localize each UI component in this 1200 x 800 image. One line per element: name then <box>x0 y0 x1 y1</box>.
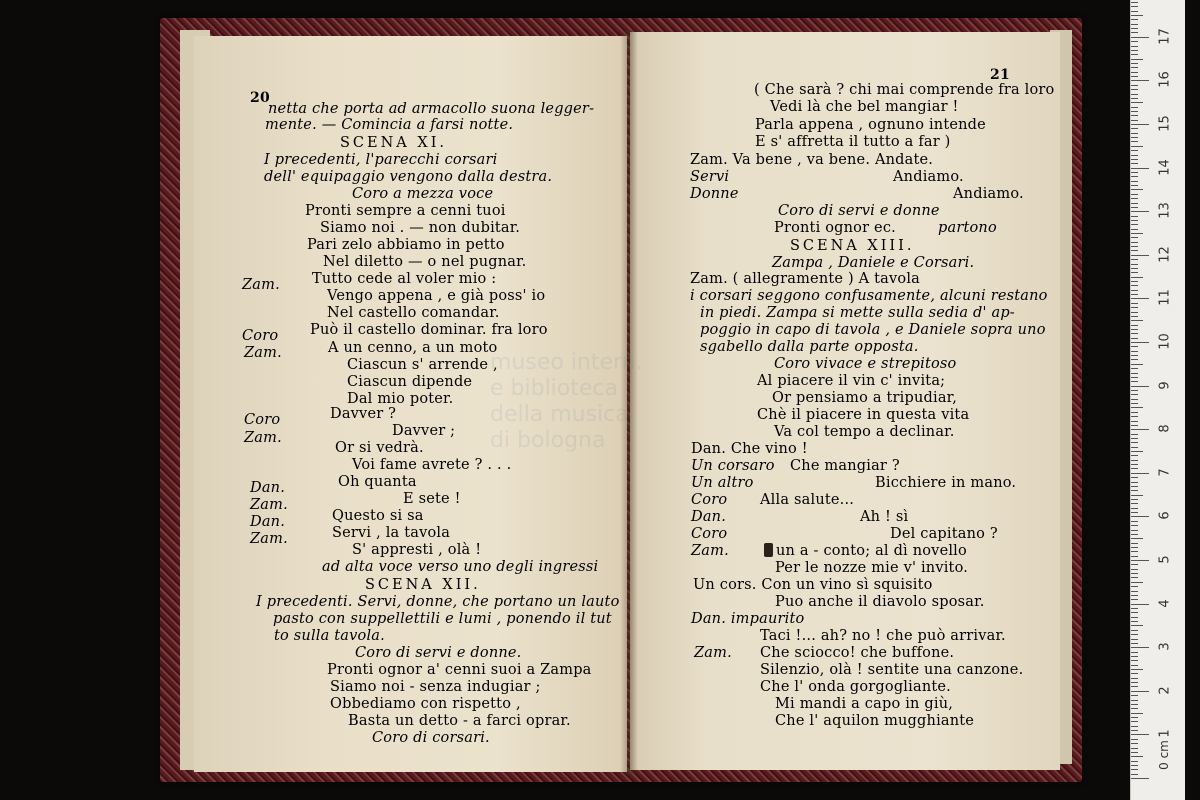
ruler-tick <box>1131 220 1138 221</box>
text-line: Coro di servi e donne <box>778 203 940 219</box>
ruler-number: 10 <box>1157 333 1173 350</box>
ruler-tick <box>1131 617 1138 618</box>
ruler-tick <box>1131 185 1138 186</box>
ruler-number: 15 <box>1157 115 1173 132</box>
ruler-tick <box>1131 534 1138 535</box>
text-line: Parla appena , ognuno intende <box>755 117 986 133</box>
ruler-tick <box>1131 421 1138 422</box>
text-line: Del capitano ? <box>890 526 998 542</box>
ruler-tick <box>1131 455 1138 456</box>
ruler-tick <box>1131 133 1138 134</box>
ruler-tick <box>1131 155 1138 156</box>
stage-direction: ad alta voce verso uno degli ingressi <box>322 559 599 575</box>
ruler-tick <box>1131 547 1138 548</box>
ruler-number: 16 <box>1157 71 1173 89</box>
text-line: Zam. Va bene , va bene. Andate. <box>690 152 934 168</box>
ruler-tick <box>1131 2 1138 3</box>
text-line: Siamo noi - senza indugiar ; <box>330 679 541 695</box>
text-line: Coro vivace e strepitoso <box>774 356 957 372</box>
speaker-label: Zam. <box>244 430 282 446</box>
text-line: Alla salute... <box>760 492 855 508</box>
ruler-tick <box>1131 608 1138 609</box>
speaker-label: Dan. <box>250 480 286 496</box>
text-line: Pronti ognor ec. <box>774 220 896 236</box>
speaker-label: Servi <box>690 169 730 185</box>
ruler-tick <box>1131 72 1138 73</box>
text-line: Ciascun s' arrende , <box>347 357 498 373</box>
text-line: Un cors. Con un vino sì squisito <box>693 577 933 593</box>
ruler-tick <box>1131 141 1138 142</box>
speaker-label: Zam. <box>244 345 282 361</box>
ruler-number: 8 <box>1157 424 1173 433</box>
ruler-tick <box>1131 246 1138 247</box>
ruler-tick <box>1131 739 1138 740</box>
ruler-tick <box>1131 765 1138 766</box>
ruler-tick <box>1131 298 1149 299</box>
ruler-tick <box>1131 495 1143 496</box>
ruler-tick <box>1131 564 1138 565</box>
text-line: Andiamo. <box>893 169 964 185</box>
ruler-tick <box>1131 682 1138 683</box>
ruler-tick <box>1131 625 1143 626</box>
ruler-tick <box>1131 525 1138 526</box>
ruler-tick <box>1131 604 1149 605</box>
ruler-tick <box>1131 346 1138 347</box>
ruler-tick <box>1131 464 1138 465</box>
ruler-tick <box>1131 281 1138 282</box>
page-number-right: 21 <box>990 67 1010 83</box>
ruler-unit-label: 0 cm <box>1156 740 1171 770</box>
ruler-tick <box>1131 643 1138 644</box>
ruler-tick <box>1131 242 1138 243</box>
ruler-tick <box>1131 102 1143 103</box>
speaker-label: Zam. <box>250 531 288 547</box>
ruler-tick <box>1131 11 1138 12</box>
text-line: Vedi là che bel mangiar ! <box>770 99 959 115</box>
ruler-tick <box>1131 146 1143 147</box>
ruler-tick <box>1131 189 1143 190</box>
book-gutter <box>620 30 638 774</box>
ruler-tick <box>1131 120 1138 121</box>
speaker-label: Zam. <box>250 497 288 513</box>
ruler-tick <box>1131 669 1143 670</box>
ruler-tick <box>1131 573 1138 574</box>
ruler-tick <box>1131 774 1138 775</box>
ruler-tick <box>1131 264 1138 265</box>
ruler-tick <box>1131 434 1138 435</box>
text-line: Coro di corsari. <box>372 730 490 746</box>
ruler-tick <box>1131 516 1149 517</box>
text-line: Ah ! sì <box>860 509 909 525</box>
ruler-tick <box>1131 107 1138 108</box>
ruler-tick <box>1131 272 1138 273</box>
ruler-tick <box>1131 80 1149 81</box>
ruler-tick <box>1131 560 1149 561</box>
ruler-tick <box>1131 482 1138 483</box>
text-line: i corsari seggono confusamente, alcuni restano <box>690 288 1048 304</box>
scene-heading: SCENA XII. <box>365 577 481 593</box>
text-line: to sulla tavola. <box>274 628 385 644</box>
ruler-tick <box>1131 333 1138 334</box>
text-line: Al piacere il vin c' invita; <box>757 373 946 389</box>
ruler-tick <box>1131 660 1138 661</box>
ruler-tick <box>1131 63 1138 64</box>
ruler-tick <box>1131 312 1138 313</box>
ruler-tick <box>1131 499 1138 500</box>
ruler-number: 17 <box>1157 28 1173 45</box>
ruler-tick <box>1131 285 1138 286</box>
ruler-tick <box>1131 268 1138 269</box>
text-line: Andiamo. <box>953 186 1024 202</box>
ruler-tick <box>1131 708 1138 709</box>
ruler-tick <box>1131 403 1138 404</box>
ruler-tick <box>1131 412 1138 413</box>
ruler-tick <box>1131 59 1143 60</box>
speaker-label: Coro <box>691 526 728 542</box>
text-line: E sete ! <box>403 491 461 507</box>
ruler-tick <box>1131 32 1138 33</box>
ruler-number: 14 <box>1157 158 1173 176</box>
speaker-label: Zam. <box>691 543 729 559</box>
scene-heading: SCENA XI. <box>340 135 448 151</box>
ruler-tick <box>1131 76 1138 77</box>
ruler-tick <box>1131 717 1138 718</box>
ruler-tick <box>1131 290 1138 291</box>
ruler-tick <box>1131 508 1138 509</box>
ruler-tick <box>1131 211 1149 212</box>
text-line: S' appresti , olà ! <box>352 542 482 558</box>
ruler-tick <box>1131 85 1138 86</box>
speaker-label: Coro <box>242 328 279 344</box>
text-line: Pronti sempre a cenni tuoi <box>305 203 506 219</box>
ruler-number: 3 <box>1157 642 1173 651</box>
text-line: Ciascun dipende <box>347 374 473 390</box>
ruler-tick <box>1131 577 1138 578</box>
text-line: poggio in capo di tavola , e Daniele sopra uno <box>700 322 1046 338</box>
ruler-tick <box>1131 233 1143 234</box>
ruler-tick <box>1131 530 1138 531</box>
page-number-left: 20 <box>250 90 270 106</box>
ruler-tick <box>1131 752 1138 753</box>
text-line: Per le nozze mie v' invito. <box>775 560 969 576</box>
ruler-tick <box>1131 368 1138 369</box>
ruler-tick <box>1131 686 1138 687</box>
ruler-tick <box>1131 194 1138 195</box>
ruler-tick <box>1131 307 1138 308</box>
ruler-number: 7 <box>1157 468 1173 477</box>
text-line: Nel diletto — o nel pugnar. <box>323 254 527 270</box>
ruler-tick <box>1131 503 1138 504</box>
ruler-tick <box>1131 98 1138 99</box>
ruler-tick <box>1131 673 1138 674</box>
ruler-tick <box>1131 743 1138 744</box>
ruler-tick <box>1131 460 1138 461</box>
ruler-tick <box>1131 128 1138 129</box>
ruler-tick <box>1131 656 1138 657</box>
ruler-tick <box>1131 373 1138 374</box>
text-line: sgabello dalla parte opposta. <box>700 339 919 355</box>
ruler-tick <box>1131 438 1138 439</box>
ruler-tick <box>1131 390 1138 391</box>
ruler-tick <box>1131 364 1143 365</box>
ruler-number: 13 <box>1157 202 1173 219</box>
ruler-tick <box>1131 468 1138 469</box>
text-line: Obbediamo con rispetto , <box>330 696 521 712</box>
text-line: netta che porta ad armacollo suona legger- <box>268 101 595 117</box>
text-line: Silenzio, olà ! sentite una canzone. <box>760 662 1024 678</box>
text-line: Mi mandi a capo in giù, <box>775 696 954 712</box>
ruler-tick <box>1131 89 1138 90</box>
stage-direction: partono <box>938 220 997 236</box>
ruler-number: 9 <box>1157 380 1173 390</box>
ruler-tick <box>1131 591 1138 592</box>
ruler-tick <box>1131 355 1138 356</box>
speaker-label: Coro <box>691 492 728 508</box>
text-line: Può il castello dominar. fra loro <box>310 322 548 338</box>
text-line: Zam. ( allegramente ) A tavola <box>690 271 921 287</box>
ruler-tick <box>1131 634 1138 635</box>
ruler-tick <box>1131 229 1138 230</box>
ruler-tick <box>1131 447 1138 448</box>
ruler-tick <box>1131 19 1138 20</box>
ruler-tick <box>1131 37 1149 38</box>
ruler-tick <box>1131 748 1138 749</box>
ruler-tick <box>1131 569 1138 570</box>
ruler-tick <box>1131 778 1149 779</box>
ruler-tick <box>1131 41 1138 42</box>
speaker-label: Zam. <box>694 645 732 661</box>
ruler-tick <box>1131 111 1138 112</box>
ruler-tick <box>1131 665 1138 666</box>
ruler-tick <box>1131 543 1138 544</box>
ruler-tick <box>1131 6 1138 7</box>
text-line: Vengo appena , e già poss' io <box>327 288 546 304</box>
ruler-tick <box>1131 477 1138 478</box>
text-line: Nel castello comandar. <box>327 305 500 321</box>
ruler-tick <box>1131 250 1138 251</box>
ruler-tick <box>1131 652 1138 653</box>
ink-blot <box>764 543 773 557</box>
ruler-tick <box>1131 198 1138 199</box>
text-line: Chè il piacere in questa vita <box>757 407 970 423</box>
text-line: Zampa , Daniele e Corsari. <box>772 255 975 271</box>
text-line: Che l' onda gorgogliante. <box>760 679 951 695</box>
text-line: Pari zelo abbiamo in petto <box>307 237 505 253</box>
ruler-tick <box>1131 259 1138 260</box>
ruler-tick <box>1131 320 1143 321</box>
ruler-tick <box>1131 150 1138 151</box>
text-line-content: un a - conto; al dì novello <box>776 543 967 559</box>
text-line: Basta un detto - a farci oprar. <box>348 713 571 729</box>
ruler-tick <box>1131 224 1138 225</box>
ruler-tick <box>1131 639 1138 640</box>
ruler-tick <box>1131 46 1138 47</box>
ruler-tick <box>1131 713 1143 714</box>
text-line: Va col tempo a declinar. <box>774 424 955 440</box>
ruler-tick <box>1131 94 1138 95</box>
ruler-tick <box>1131 237 1138 238</box>
ruler-number: 2 <box>1157 686 1173 695</box>
ruler-tick <box>1131 316 1138 317</box>
ruler-tick <box>1131 277 1143 278</box>
ruler-tick <box>1131 351 1138 352</box>
ruler-tick <box>1131 416 1138 417</box>
ruler-tick <box>1131 473 1149 474</box>
ruler-tick <box>1131 678 1138 679</box>
ruler-tick <box>1131 621 1138 622</box>
ruler-tick <box>1131 24 1138 25</box>
ruler-tick <box>1131 429 1149 430</box>
ruler-tick <box>1131 15 1143 16</box>
text-line: Dal mio poter. <box>347 391 454 407</box>
ruler-tick <box>1131 407 1143 408</box>
measuring-ruler <box>1130 0 1185 800</box>
text-line: A un cenno, a un moto <box>328 340 498 356</box>
ruler-tick <box>1131 359 1138 360</box>
ruler-tick <box>1131 630 1138 631</box>
text-line: E s' affretta il tutto a far ) <box>755 134 951 150</box>
text-line: Puo anche il diavolo sposar. <box>775 594 985 610</box>
text-line: Davver ; <box>392 423 456 439</box>
ruler-tick <box>1131 159 1138 160</box>
ruler-tick <box>1131 769 1138 770</box>
ruler-tick <box>1131 181 1138 182</box>
ruler-tick <box>1131 67 1138 68</box>
text-line: I precedenti. Servi, donne, che portano un lauto <box>256 594 620 610</box>
ruler-tick <box>1131 451 1143 452</box>
ruler-tick <box>1131 730 1138 731</box>
ruler-tick <box>1131 486 1138 487</box>
ruler-tick <box>1131 216 1138 217</box>
ruler-tick <box>1131 163 1138 164</box>
ruler-tick <box>1131 28 1138 29</box>
ruler-tick <box>1131 399 1138 400</box>
ruler-tick <box>1131 115 1138 116</box>
ruler-number: 1 <box>1157 729 1173 739</box>
ruler-tick <box>1131 203 1138 204</box>
ruler-tick <box>1131 647 1149 648</box>
text-line: Bicchiere in mano. <box>875 475 1017 491</box>
text-line: Che l' aquilon mugghiante <box>775 713 975 729</box>
ruler-tick <box>1131 582 1143 583</box>
speaker-label: Un altro <box>691 475 754 491</box>
ruler-tick <box>1131 512 1138 513</box>
text-line: mente. — Comincia a farsi notte. <box>265 117 514 133</box>
ruler-tick <box>1131 538 1143 539</box>
text-line: pasto con suppellettili e lumi , ponendo il tut <box>273 611 612 627</box>
ruler-tick <box>1131 704 1138 705</box>
ruler-tick <box>1131 325 1138 326</box>
ruler-tick <box>1131 255 1149 256</box>
ruler-tick <box>1131 721 1138 722</box>
speaker-label: Dan. <box>691 509 727 525</box>
text-line: Servi , la tavola <box>332 525 451 541</box>
ruler-tick <box>1131 700 1138 701</box>
ruler-tick <box>1131 490 1138 491</box>
ruler-tick <box>1131 756 1143 757</box>
ruler-tick <box>1131 595 1138 596</box>
text-line: Tutto cede al voler mio : <box>312 271 497 287</box>
text-line: Or pensiamo a tripudiar, <box>772 390 958 406</box>
text-line: Dan. Che vino ! <box>691 441 808 457</box>
ruler-tick <box>1131 726 1138 727</box>
text-line: ( Che sarà ? chi mai comprende fra loro <box>754 82 1055 98</box>
ruler-tick <box>1131 50 1138 51</box>
ruler-tick <box>1131 394 1138 395</box>
text-line: Che mangiar ? <box>790 458 900 474</box>
ruler-tick <box>1131 137 1138 138</box>
ruler-tick <box>1131 599 1138 600</box>
text-line: Coro di servi e donne. <box>355 645 522 661</box>
text-line: Che sciocco! che buffone. <box>760 645 955 661</box>
text-line: Taci !... ah? no ! che può arrivar. <box>760 628 1006 644</box>
ruler-number: 6 <box>1157 511 1173 521</box>
speaker-label: Dan. <box>250 514 286 530</box>
text-line: Questo si sa <box>332 508 424 524</box>
ruler-tick <box>1131 556 1138 557</box>
ruler-number: 4 <box>1157 598 1173 608</box>
speaker-label: Un corsaro <box>691 458 775 474</box>
speaker-label: Zam. <box>242 277 280 293</box>
text-line: Or si vedrà. <box>335 440 424 456</box>
ruler-tick <box>1131 338 1138 339</box>
ruler-tick <box>1131 303 1138 304</box>
text-line: dell' equipaggio vengono dalla destra. <box>264 169 553 185</box>
ruler-tick <box>1131 551 1138 552</box>
ruler-tick <box>1131 377 1138 378</box>
ruler-tick <box>1131 168 1149 169</box>
ruler-tick <box>1131 386 1149 387</box>
speaker-label: Donne <box>690 186 739 202</box>
ruler-tick <box>1131 207 1138 208</box>
text-line: Coro a mezza voce <box>352 186 494 202</box>
stage-direction: Dan. impaurito <box>691 611 805 627</box>
ruler-number: 11 <box>1157 289 1173 307</box>
scene-heading: SCENA XIII. <box>790 238 915 254</box>
ruler-tick <box>1131 124 1149 125</box>
ruler-tick <box>1131 442 1138 443</box>
ruler-tick <box>1131 691 1149 692</box>
text-line: Pronti ognor a' cenni suoi a Zampa <box>327 662 592 678</box>
speaker-label: Coro <box>244 412 281 428</box>
ruler-tick <box>1131 425 1138 426</box>
text-line <box>764 543 967 560</box>
ruler-tick <box>1131 294 1138 295</box>
ruler-number: 12 <box>1157 246 1173 263</box>
ruler-tick <box>1131 172 1138 173</box>
text-line: Voi fame avrete ? . . . <box>352 457 512 473</box>
ruler-tick <box>1131 586 1138 587</box>
text-line: Davver ? <box>330 406 397 422</box>
ruler-tick <box>1131 329 1138 330</box>
text-line: in piedi. Zampa si mette sulla sedia d' ap- <box>700 305 1015 321</box>
ruler-tick <box>1131 54 1138 55</box>
ruler-tick <box>1131 342 1149 343</box>
text-line: Siamo noi . — non dubitar. <box>320 220 521 236</box>
ruler-tick <box>1131 695 1138 696</box>
text-line: I precedenti, l'parecchi corsari <box>264 152 498 168</box>
text-line: Oh quanta <box>338 474 417 490</box>
ruler-tick <box>1131 381 1138 382</box>
ruler-tick <box>1131 734 1149 735</box>
ruler-tick <box>1131 612 1138 613</box>
ruler-number: 5 <box>1157 555 1173 564</box>
ruler-tick <box>1131 176 1138 177</box>
ruler-tick <box>1131 521 1138 522</box>
ruler-tick <box>1131 761 1138 762</box>
